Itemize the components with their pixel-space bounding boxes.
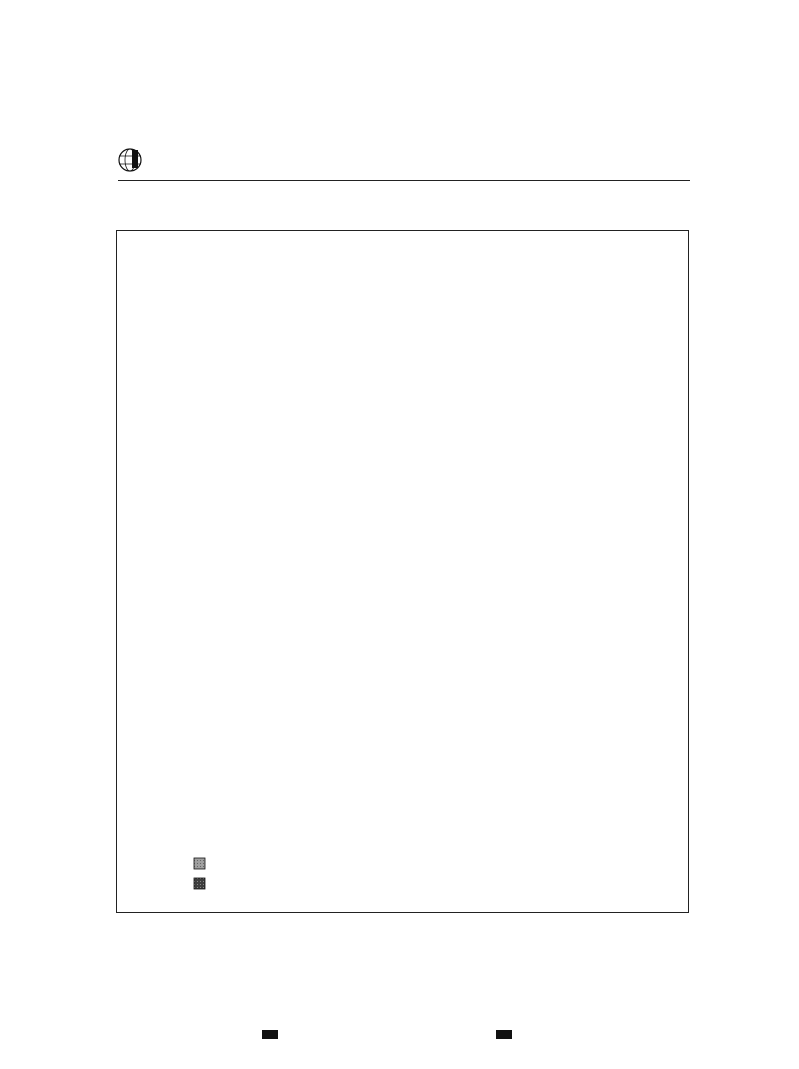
winbond-logo	[118, 146, 278, 182]
legend	[194, 858, 205, 889]
timing-diagram	[116, 230, 689, 913]
legend-dont-care-swatch	[194, 858, 205, 869]
barcode-block-right	[496, 1030, 512, 1039]
barcode-block-left	[262, 1030, 278, 1039]
globe-icon	[119, 149, 141, 171]
header-divider	[118, 180, 690, 181]
legend-undefined-swatch	[194, 878, 205, 889]
